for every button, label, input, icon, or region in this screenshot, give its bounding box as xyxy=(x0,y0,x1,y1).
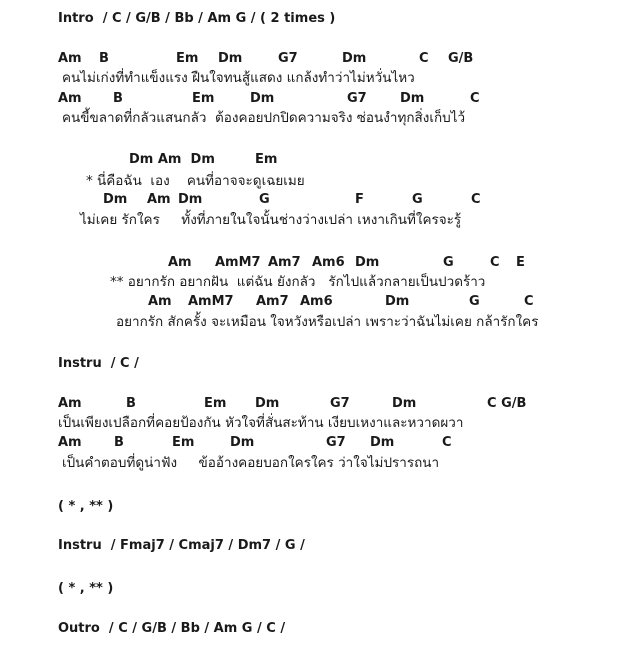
chord: Dm xyxy=(178,192,203,207)
outro-line: Outro / C / G/B / Bb / Am G / C / xyxy=(58,621,286,636)
chord: C xyxy=(419,51,429,66)
chord: C xyxy=(490,255,500,270)
repeat-marker: ( * , ** ) xyxy=(58,499,114,514)
chord: Am xyxy=(168,255,192,270)
chord: Am xyxy=(58,91,82,106)
chord: Dm xyxy=(385,294,410,309)
instru-line: Instru / Fmaj7 / Cmaj7 / Dm7 / G / xyxy=(58,538,305,553)
chord: G xyxy=(469,294,480,309)
chord: Dm xyxy=(355,255,380,270)
chord: G7 xyxy=(278,51,298,66)
chord: B xyxy=(114,435,124,450)
chord: Em xyxy=(192,91,215,106)
chord: G xyxy=(443,255,454,270)
lyric-line: คนขี้ขลาดที่กลัวแสนกลัว ต้องคอยปกปิดความจริง ซ่อนงำทุกสิ่งเก็บไว้ xyxy=(62,110,466,126)
chord: F xyxy=(355,192,364,207)
chord: C xyxy=(442,435,452,450)
lyric-line: เป็นคำตอบที่ดูน่าฟัง ข้ออ้างคอยบอกใครใคร ว่าใจไม่ปรารถนา xyxy=(62,455,440,471)
chord: Em xyxy=(172,435,195,450)
chord-row xyxy=(0,91,620,107)
chord: C G/B xyxy=(487,396,527,411)
chord: C xyxy=(470,91,480,106)
lyric-line: ** อยากรัก อยากฝัน แต่ฉัน ยังกลัว รักไปแล้วกลายเป็นปวดร้าว xyxy=(110,274,486,290)
chord: G xyxy=(259,192,270,207)
lyric-line: เป็นเพียงเปลือกที่คอยป้องกัน หัวใจที่สั่นสะท้าน เงียบเหงาและหวาดผวา xyxy=(58,415,464,431)
chord: Am xyxy=(58,435,82,450)
lyric-line: ไม่เคย รักใคร ทั้งที่ภายในใจนั้นช่างว่างเปล่า เหงาเกินที่ใครจะรู้ xyxy=(80,212,462,228)
chord: C xyxy=(524,294,534,309)
chord: Am xyxy=(58,396,82,411)
chord-row xyxy=(0,152,620,168)
chord: C xyxy=(471,192,481,207)
chord: B xyxy=(126,396,136,411)
repeat-marker: ( * , ** ) xyxy=(58,581,114,596)
chord: AmM7 xyxy=(215,255,261,270)
instru-line: Instru / C / xyxy=(58,356,139,371)
chord: Dm xyxy=(230,435,255,450)
chord: AmM7 xyxy=(188,294,234,309)
chord: G7 xyxy=(347,91,367,106)
chord-row xyxy=(0,192,620,208)
chord: Am6 xyxy=(300,294,333,309)
chord: Dm xyxy=(400,91,425,106)
chord: G7 xyxy=(326,435,346,450)
chord-row xyxy=(0,294,620,310)
chord: Dm Am Dm xyxy=(129,152,215,167)
chord-row xyxy=(0,435,620,451)
chord: Dm xyxy=(103,192,128,207)
lyric-line: * นี่คือฉัน เอง คนที่อาจจะดูเฉยเมย xyxy=(86,173,305,189)
chord: B xyxy=(113,91,123,106)
lyric-line: อยากรัก สักครั้ง จะเหมือน ใจหวังหรือเปล่า เพราะว่าฉันไม่เคย กล้ารักใคร xyxy=(116,314,539,330)
chord: Dm xyxy=(250,91,275,106)
chord-row xyxy=(0,51,620,67)
chord: Dm xyxy=(392,396,417,411)
chord: Dm xyxy=(218,51,243,66)
chord: Dm xyxy=(370,435,395,450)
chord: G7 xyxy=(330,396,350,411)
chord: Am7 xyxy=(256,294,289,309)
chord-row xyxy=(0,396,620,412)
chord: G/B xyxy=(448,51,474,66)
intro-line: Intro / C / G/B / Bb / Am G / ( 2 times ) xyxy=(58,11,336,26)
chord: Am6 xyxy=(312,255,345,270)
chord: Em xyxy=(204,396,227,411)
lyric-line: คนไม่เก่งที่ทำแข็งแรง ฝืนใจทนสู้แสดง แกล้งทำว่าไม่หวั่นไหว xyxy=(62,70,415,86)
chord-row xyxy=(0,255,620,271)
chord: Am xyxy=(148,294,172,309)
chord: E xyxy=(516,255,525,270)
chord: Dm xyxy=(342,51,367,66)
chord: Am xyxy=(147,192,171,207)
chord: B xyxy=(99,51,109,66)
chord: Am xyxy=(58,51,82,66)
chord: Em xyxy=(255,152,278,167)
chord: Am7 xyxy=(268,255,301,270)
chord: G xyxy=(412,192,423,207)
chord: Dm xyxy=(255,396,280,411)
chord: Em xyxy=(176,51,199,66)
